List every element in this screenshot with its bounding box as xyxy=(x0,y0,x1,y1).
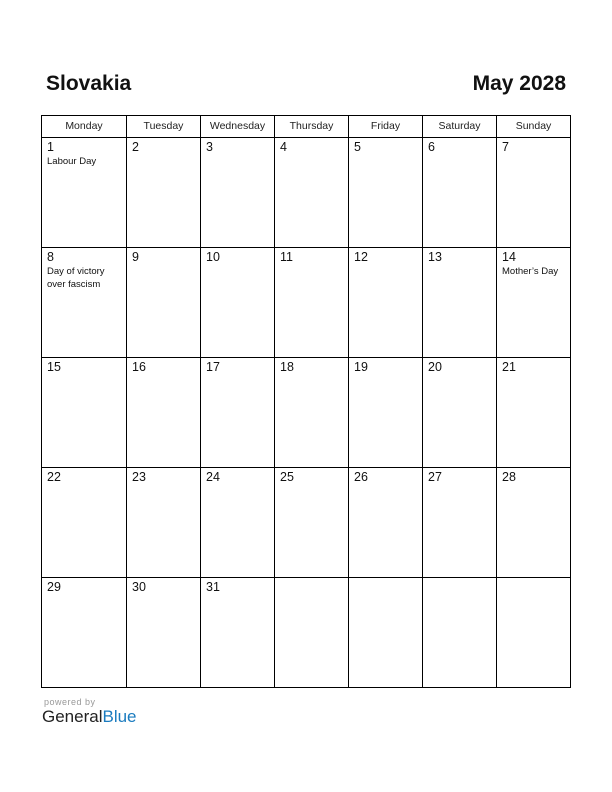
day-number: 11 xyxy=(280,250,293,264)
day-number: 10 xyxy=(206,250,220,264)
day-number: 31 xyxy=(206,580,220,594)
day-cell xyxy=(42,468,127,578)
day-cell xyxy=(275,468,349,578)
weekday-header: Tuesday xyxy=(127,116,201,138)
day-number: 4 xyxy=(280,140,287,154)
day-number: 8 xyxy=(47,250,54,264)
day-number: 2 xyxy=(132,140,139,154)
day-cell xyxy=(201,358,275,468)
day-cell xyxy=(127,248,201,358)
day-cell xyxy=(201,248,275,358)
day-cell xyxy=(423,578,497,688)
day-number: 19 xyxy=(354,360,368,374)
day-number: 28 xyxy=(502,470,516,484)
powered-by-label: powered by xyxy=(44,697,96,707)
day-number: 29 xyxy=(47,580,61,594)
day-cell xyxy=(42,138,127,248)
weekday-header: Thursday xyxy=(275,116,349,138)
day-cell xyxy=(423,468,497,578)
day-number: 26 xyxy=(354,470,368,484)
day-number: 22 xyxy=(47,470,61,484)
day-number: 27 xyxy=(428,470,442,484)
day-number: 20 xyxy=(428,360,442,374)
day-number: 16 xyxy=(132,360,146,374)
day-cell xyxy=(275,138,349,248)
day-number: 17 xyxy=(206,360,220,374)
calendar-grid xyxy=(41,115,571,688)
day-cell xyxy=(201,138,275,248)
logo-blue: Blue xyxy=(102,707,137,726)
day-cell xyxy=(42,358,127,468)
day-number: 1 xyxy=(47,140,54,154)
holiday-label: Mother’s Day xyxy=(502,266,559,277)
day-cell xyxy=(349,138,423,248)
day-number: 9 xyxy=(132,250,139,264)
day-number: 13 xyxy=(428,250,442,264)
country-title: Slovakia xyxy=(46,72,132,95)
day-cell xyxy=(201,468,275,578)
day-cell xyxy=(497,578,571,688)
day-cell xyxy=(349,248,423,358)
day-cell xyxy=(497,468,571,578)
day-number: 15 xyxy=(47,360,61,374)
day-cell xyxy=(497,358,571,468)
weekday-header: Saturday xyxy=(423,116,497,138)
day-cell xyxy=(127,138,201,248)
day-cell xyxy=(275,248,349,358)
day-number: 5 xyxy=(354,140,361,154)
weekday-header: Wednesday xyxy=(201,116,275,138)
day-number: 3 xyxy=(206,140,213,154)
day-cell xyxy=(349,578,423,688)
day-number: 25 xyxy=(280,470,294,484)
day-number: 6 xyxy=(428,140,435,154)
day-number: 12 xyxy=(354,250,368,264)
month-title: May 2028 xyxy=(472,72,566,95)
day-cell xyxy=(497,248,571,358)
day-cell xyxy=(423,248,497,358)
day-cell xyxy=(42,578,127,688)
day-cell xyxy=(423,138,497,248)
day-cell xyxy=(349,468,423,578)
day-number: 18 xyxy=(280,360,294,374)
weekday-header: Sunday xyxy=(497,116,571,138)
day-cell xyxy=(497,138,571,248)
day-number: 30 xyxy=(132,580,146,594)
day-cell xyxy=(42,248,127,358)
holiday-label: Day of victory over fascism xyxy=(47,266,105,290)
weekday-header: Friday xyxy=(349,116,423,138)
day-number: 7 xyxy=(502,140,509,154)
day-cell xyxy=(201,578,275,688)
day-number: 24 xyxy=(206,470,220,484)
logo-general: General xyxy=(42,707,103,726)
day-cell xyxy=(127,468,201,578)
generalblue-logo[interactable] xyxy=(42,707,137,727)
day-cell xyxy=(127,578,201,688)
day-number: 23 xyxy=(132,470,146,484)
day-number: 21 xyxy=(502,360,516,374)
day-cell xyxy=(423,358,497,468)
day-number: 14 xyxy=(502,250,516,264)
weekday-header: Monday xyxy=(42,116,127,138)
day-cell xyxy=(275,358,349,468)
day-cell xyxy=(275,578,349,688)
holiday-label: Labour Day xyxy=(47,156,97,167)
day-cell xyxy=(349,358,423,468)
day-cell xyxy=(127,358,201,468)
